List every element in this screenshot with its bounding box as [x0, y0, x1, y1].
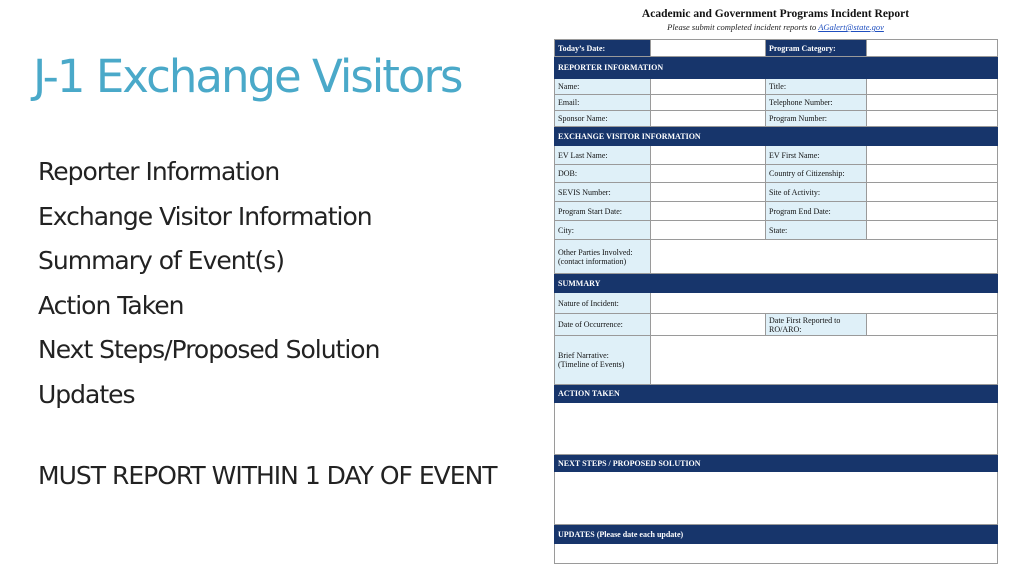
date-first-reported-subtext: RO/ARO:: [769, 324, 802, 334]
bullet-next-steps: Next Steps/Proposed Solution: [38, 335, 380, 364]
program-start-date-field[interactable]: [651, 202, 766, 221]
incident-report-form: [554, 39, 998, 564]
sponsor-name-label: Sponsor Name:: [555, 111, 651, 127]
title-field[interactable]: [867, 79, 998, 95]
todays-date-label: Today’s Date:: [555, 40, 651, 57]
bullet-list: [38, 150, 379, 417]
program-end-date-label: Program End Date:: [766, 202, 867, 221]
sevis-number-label: SEVIS Number:: [555, 183, 651, 202]
program-category-label: Program Category:: [766, 40, 867, 57]
date-of-occurrence-field[interactable]: [651, 314, 766, 336]
bullet-reporter-information: Reporter Information: [38, 157, 280, 186]
sponsor-name-field[interactable]: [651, 111, 766, 127]
updates-field[interactable]: [555, 544, 998, 564]
date-of-occurrence-label: Date of Occurrence:: [555, 314, 651, 336]
bullet-updates: Updates: [38, 379, 135, 409]
section-next-steps: NEXT STEPS / PROPOSED SOLUTION: [555, 455, 998, 472]
form-subtitle: [553, 22, 998, 32]
sevis-number-field[interactable]: [651, 183, 766, 202]
section-summary: SUMMARY: [555, 274, 998, 293]
state-label: State:: [766, 221, 867, 240]
date-first-reported-field[interactable]: [867, 314, 998, 336]
bullet-summary-of-events: Summary of Event(s): [38, 246, 284, 275]
telephone-field[interactable]: [867, 95, 998, 111]
section-exchange-visitor-information: EXCHANGE VISITOR INFORMATION: [555, 127, 998, 146]
section-updates: UPDATES (Please date each update): [555, 525, 998, 544]
site-of-activity-label: Site of Activity:: [766, 183, 867, 202]
dob-field[interactable]: [651, 165, 766, 183]
dob-label: DOB:: [555, 165, 651, 183]
form-subtitle-text: Please submit completed incident reports to: [667, 22, 819, 32]
citizenship-field[interactable]: [867, 165, 998, 183]
section-reporter-information: REPORTER INFORMATION: [555, 57, 998, 79]
program-start-date-label: Program Start Date:: [555, 202, 651, 221]
program-end-date-field[interactable]: [867, 202, 998, 221]
report-deadline-warning: MUST REPORT WITHIN 1 DAY OF EVENT: [38, 461, 497, 490]
bullet-exchange-visitor-information: Exchange Visitor Information: [38, 201, 372, 231]
ev-first-name-label: EV First Name:: [766, 146, 867, 165]
nature-of-incident-label: Nature of Incident:: [555, 293, 651, 314]
email-label: Email:: [555, 95, 651, 111]
email-field[interactable]: [651, 95, 766, 111]
program-category-field[interactable]: [867, 40, 998, 57]
telephone-label: Telephone Number:: [766, 95, 867, 111]
program-number-label: Program Number:: [766, 111, 867, 127]
brief-narrative-label: [555, 336, 651, 385]
other-parties-field[interactable]: [651, 240, 998, 274]
name-field[interactable]: [651, 79, 766, 95]
section-action-taken: ACTION TAKEN: [555, 385, 998, 403]
program-number-field[interactable]: [867, 111, 998, 127]
citizenship-label: Country of Citizenship:: [766, 165, 867, 183]
other-parties-text: Other Parties Involved:: [558, 247, 633, 257]
other-parties-label: [555, 240, 651, 274]
brief-narrative-subtext: (Timeline of Events): [558, 360, 625, 369]
next-steps-field[interactable]: [555, 472, 998, 525]
date-first-reported-text: Date First Reported to: [769, 315, 841, 325]
state-field[interactable]: [867, 221, 998, 240]
nature-of-incident-field[interactable]: [651, 293, 998, 314]
city-label: City:: [555, 221, 651, 240]
other-parties-subtext: (contact information): [558, 256, 627, 266]
site-of-activity-field[interactable]: [867, 183, 998, 202]
bullet-action-taken: Action Taken: [38, 290, 184, 320]
action-taken-field[interactable]: [555, 403, 998, 455]
slide-title: J-1 Exchange Visitors: [33, 50, 462, 103]
form-header: [553, 8, 998, 32]
brief-narrative-field[interactable]: [651, 336, 998, 385]
date-first-reported-label: [766, 314, 867, 336]
ev-last-name-label: EV Last Name:: [555, 146, 651, 165]
title-label: Title:: [766, 79, 867, 95]
name-label: Name:: [555, 79, 651, 95]
ev-last-name-field[interactable]: [651, 146, 766, 165]
todays-date-field[interactable]: [651, 40, 766, 57]
email-link[interactable]: AGalert@state.gov: [818, 22, 884, 32]
form-title: Academic and Government Programs Incident Report: [641, 8, 910, 20]
brief-narrative-text: Brief Narrative:: [558, 351, 609, 360]
ev-first-name-field[interactable]: [867, 146, 998, 165]
city-field[interactable]: [651, 221, 766, 240]
